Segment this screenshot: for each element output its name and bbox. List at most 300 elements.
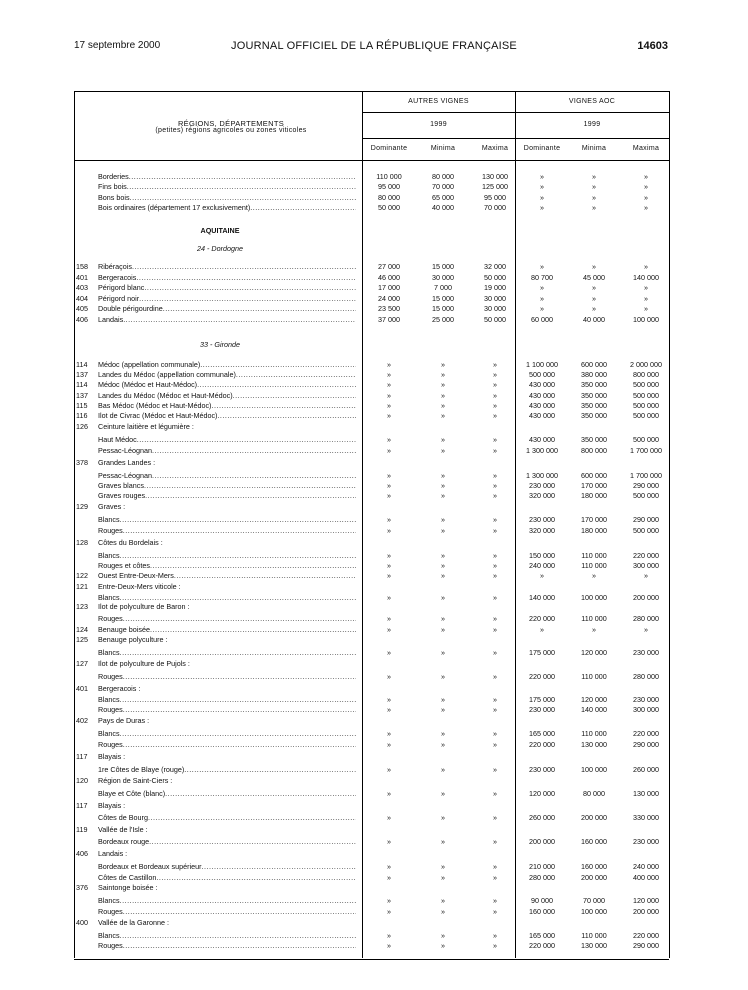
row-value: » xyxy=(387,491,391,500)
row-value: 130 000 xyxy=(633,789,659,798)
row-value: » xyxy=(387,571,391,580)
row-code: 115 xyxy=(76,401,88,410)
row-value: » xyxy=(441,873,445,882)
row-label xyxy=(98,728,356,739)
row-label xyxy=(100,243,340,254)
row-value: » xyxy=(540,262,544,271)
row-value: » xyxy=(387,705,391,714)
row-value: 1 700 000 xyxy=(630,471,662,480)
row-value: 240 000 xyxy=(529,561,555,570)
row-value: » xyxy=(387,380,391,389)
row-label-text: Rouges xyxy=(98,526,123,535)
row-value: » xyxy=(592,193,596,202)
row-value: 180 000 xyxy=(581,491,607,500)
row-label-text: Blancs xyxy=(98,551,120,560)
table-row xyxy=(0,601,748,612)
table-row xyxy=(0,314,748,325)
row-value: 50 000 xyxy=(484,273,506,282)
row-value: » xyxy=(387,672,391,681)
row-value: » xyxy=(387,370,391,379)
row-label-text: Haut Médoc xyxy=(98,435,137,444)
row-value: 50 000 xyxy=(378,203,400,212)
row-label-text: Ceinture laitière et légumière : xyxy=(98,422,194,431)
row-value: 500 000 xyxy=(633,380,659,389)
row-value: 1 700 000 xyxy=(630,446,662,455)
row-value: » xyxy=(387,435,391,444)
row-value: 80 000 xyxy=(583,789,605,798)
row-value: » xyxy=(387,593,391,602)
row-value: 65 000 xyxy=(432,193,454,202)
row-value: » xyxy=(441,765,445,774)
row-value: » xyxy=(592,571,596,580)
row-value: » xyxy=(592,172,596,181)
row-value: » xyxy=(387,391,391,400)
row-value: 30 000 xyxy=(484,294,506,303)
row-value: 290 000 xyxy=(633,941,659,950)
row-value: 170 000 xyxy=(581,515,607,524)
row-value: » xyxy=(441,491,445,500)
row-value: » xyxy=(493,551,497,560)
row-value: » xyxy=(644,304,648,313)
row-value: 110 000 xyxy=(376,172,402,181)
row-value: » xyxy=(592,182,596,191)
row-label-text: Rouges xyxy=(98,705,123,714)
row-value: 1 300 000 xyxy=(526,446,558,455)
row-label-text: Saintonge boisée : xyxy=(98,883,158,892)
row-value: » xyxy=(387,873,391,882)
row-code: 404 xyxy=(76,294,88,303)
row-value: » xyxy=(441,862,445,871)
row-label-text: 24 - Dordogne xyxy=(197,244,243,253)
col-header-minima-aoc: Minima xyxy=(581,145,607,152)
row-value: 170 000 xyxy=(581,481,607,490)
row-label-text: Bas Médoc (Médoc et Haut-Médoc) xyxy=(98,401,212,410)
row-label-text: Rouges xyxy=(98,941,123,950)
row-value: » xyxy=(387,765,391,774)
row-value: 430 000 xyxy=(529,401,555,410)
row-value: 200 000 xyxy=(581,813,607,822)
row-value: 2 000 000 xyxy=(630,360,662,369)
table-row xyxy=(0,647,748,658)
row-code: 406 xyxy=(76,315,88,324)
row-label-text: Bons bois xyxy=(98,193,130,202)
row-label-text: Graves : xyxy=(98,502,126,511)
table-row xyxy=(0,490,748,501)
table-row xyxy=(0,775,748,786)
row-value: 70 000 xyxy=(484,203,506,212)
row-label-text: Fins bois xyxy=(98,182,127,191)
row-value: » xyxy=(493,862,497,871)
row-value: 280 000 xyxy=(529,873,555,882)
table-row xyxy=(0,917,748,928)
row-label xyxy=(98,715,356,726)
row-value: » xyxy=(387,471,391,480)
row-value: » xyxy=(387,526,391,535)
row-code: 401 xyxy=(76,273,88,282)
row-value: 350 000 xyxy=(581,411,607,420)
row-label-text: Bordeaux rouge xyxy=(98,837,150,846)
row-value: » xyxy=(493,491,497,500)
row-value: » xyxy=(540,625,544,634)
row-label-text: Région de Saint-Ciers : xyxy=(98,776,173,785)
row-value: 500 000 xyxy=(633,435,659,444)
row-label xyxy=(98,882,356,893)
row-code: 378 xyxy=(76,458,88,467)
table-row xyxy=(0,882,748,893)
row-value: 300 000 xyxy=(633,561,659,570)
row-value: » xyxy=(387,481,391,490)
row-label-text: Médoc (appellation communale) xyxy=(98,360,201,369)
row-value: 15 000 xyxy=(432,294,454,303)
table-row xyxy=(0,895,748,906)
row-label xyxy=(98,848,356,859)
row-value: » xyxy=(644,262,648,271)
row-value: 260 000 xyxy=(529,813,555,822)
row-value: 50 000 xyxy=(484,315,506,324)
row-value: 350 000 xyxy=(581,435,607,444)
row-value: » xyxy=(493,515,497,524)
row-value: » xyxy=(441,837,445,846)
row-label-text: Ilot de polyculture de Pujols : xyxy=(98,659,190,668)
row-code: 123 xyxy=(76,602,88,611)
row-value: » xyxy=(387,551,391,560)
row-value: 240 000 xyxy=(633,862,659,871)
row-value: 230 000 xyxy=(633,695,659,704)
row-code: 405 xyxy=(76,304,88,313)
row-value: » xyxy=(441,648,445,657)
row-value: » xyxy=(493,941,497,950)
row-value: 70 000 xyxy=(432,182,454,191)
table-row xyxy=(0,445,748,456)
row-value: » xyxy=(441,561,445,570)
row-value: 1 100 000 xyxy=(526,360,558,369)
row-code: 403 xyxy=(76,283,88,292)
row-value: 800 000 xyxy=(581,446,607,455)
row-label xyxy=(98,634,356,645)
row-label-text: Pessac-Léognan xyxy=(98,471,152,480)
row-value: 230 000 xyxy=(529,765,555,774)
row-value: 290 000 xyxy=(633,515,659,524)
row-label-text: Bois ordinaires (département 17 exclusivement) xyxy=(98,203,251,212)
row-value: » xyxy=(387,931,391,940)
row-value: » xyxy=(644,182,648,191)
row-value: 90 000 xyxy=(531,896,553,905)
row-value: 140 000 xyxy=(633,273,659,282)
row-value: » xyxy=(441,672,445,681)
col-header-minima: Minima xyxy=(430,145,456,152)
row-value: 210 000 xyxy=(529,862,555,871)
row-value: 100 000 xyxy=(581,593,607,602)
regions-subheader: (petites) régions agricoles ou zones viticoles xyxy=(155,127,307,134)
row-value: » xyxy=(441,391,445,400)
row-value: » xyxy=(644,294,648,303)
row-label-text: Blancs xyxy=(98,593,120,602)
row-value: » xyxy=(493,593,497,602)
row-value: » xyxy=(493,411,497,420)
table-row xyxy=(0,848,748,859)
row-value: 160 000 xyxy=(529,907,555,916)
row-label xyxy=(100,225,340,236)
table-row xyxy=(0,202,748,213)
row-value: » xyxy=(441,411,445,420)
row-value: » xyxy=(493,380,497,389)
row-value: » xyxy=(493,813,497,822)
table-row xyxy=(0,421,748,432)
row-label-text: Vallée de l'Isle : xyxy=(98,825,148,834)
row-value: 260 000 xyxy=(633,765,659,774)
row-value: 1 300 000 xyxy=(526,471,558,480)
row-label-text: Côtes de Bourg xyxy=(98,813,148,822)
row-value: » xyxy=(441,740,445,749)
row-value: 130 000 xyxy=(482,172,508,181)
row-value: » xyxy=(387,813,391,822)
row-value: » xyxy=(540,294,544,303)
table-row xyxy=(0,824,748,835)
row-value: 120 000 xyxy=(581,648,607,657)
group-header-autres-vignes: AUTRES VIGNES xyxy=(408,98,469,105)
row-label xyxy=(98,410,356,421)
table-row xyxy=(0,581,748,592)
row-value: 80 700 xyxy=(531,273,553,282)
row-value: » xyxy=(387,446,391,455)
row-value: » xyxy=(441,446,445,455)
row-value: 110 000 xyxy=(581,551,607,560)
year-header: 1999 xyxy=(583,121,601,128)
year-header: 1999 xyxy=(430,121,447,128)
table-row xyxy=(0,501,748,512)
row-value: » xyxy=(493,481,497,490)
table-row xyxy=(0,861,748,872)
row-value: » xyxy=(387,625,391,634)
row-value: » xyxy=(493,789,497,798)
row-value: » xyxy=(493,907,497,916)
row-label-text: Landes du Médoc (Médoc et Haut-Médoc) xyxy=(98,391,233,400)
row-value: » xyxy=(441,551,445,560)
row-value: 60 000 xyxy=(531,315,553,324)
row-label-text: Rouges xyxy=(98,614,123,623)
row-value: 110 000 xyxy=(581,729,607,738)
row-value: 165 000 xyxy=(529,729,555,738)
row-label xyxy=(98,671,356,682)
table-row xyxy=(0,728,748,739)
row-code: 121 xyxy=(76,582,88,591)
row-label-text: Benauge polyculture : xyxy=(98,635,168,644)
row-value: 500 000 xyxy=(633,411,659,420)
row-code: 117 xyxy=(76,801,88,810)
row-label-text: Blayais : xyxy=(98,752,126,761)
row-value: » xyxy=(540,193,544,202)
row-value: 110 000 xyxy=(581,672,607,681)
row-value: 160 000 xyxy=(581,862,607,871)
row-value: » xyxy=(441,705,445,714)
table-row xyxy=(0,514,748,525)
row-label-text: Entre-Deux-Mers viticole : xyxy=(98,582,181,591)
row-code: 401 xyxy=(76,684,88,693)
row-value: 230 000 xyxy=(633,648,659,657)
row-value: 220 000 xyxy=(529,941,555,950)
row-code: 125 xyxy=(76,635,88,644)
row-value: 120 000 xyxy=(529,789,555,798)
row-value: 80 000 xyxy=(378,193,400,202)
row-value: 15 000 xyxy=(432,262,454,271)
row-label xyxy=(98,940,356,951)
row-value: » xyxy=(493,740,497,749)
row-value: » xyxy=(592,283,596,292)
row-value: 165 000 xyxy=(529,931,555,940)
row-value: 230 000 xyxy=(529,481,555,490)
header-rule xyxy=(74,160,669,161)
row-value: » xyxy=(387,837,391,846)
row-value: 24 000 xyxy=(378,294,400,303)
row-value: » xyxy=(644,203,648,212)
row-code: 406 xyxy=(76,849,88,858)
row-label xyxy=(98,490,356,501)
row-label xyxy=(98,537,356,548)
row-value: 25 000 xyxy=(432,315,454,324)
row-value: 120 000 xyxy=(581,695,607,704)
row-value: 350 000 xyxy=(581,401,607,410)
table-row xyxy=(0,704,748,715)
row-value: » xyxy=(387,896,391,905)
row-value: » xyxy=(493,471,497,480)
row-label xyxy=(98,303,356,314)
row-label-text: Rouges xyxy=(98,740,123,749)
row-value: » xyxy=(493,672,497,681)
table-row xyxy=(0,715,748,726)
row-value: » xyxy=(387,648,391,657)
row-value: » xyxy=(441,571,445,580)
row-value: » xyxy=(387,729,391,738)
table-row xyxy=(0,764,748,775)
page-number: 14603 xyxy=(637,40,668,52)
row-value: 430 000 xyxy=(529,391,555,400)
row-value: » xyxy=(441,931,445,940)
row-label xyxy=(98,282,356,293)
row-value: 37 000 xyxy=(378,315,400,324)
row-label xyxy=(98,613,356,624)
row-value: » xyxy=(493,896,497,905)
row-label-text: Benauge boisée xyxy=(98,625,150,634)
table-row xyxy=(0,788,748,799)
row-value: 80 000 xyxy=(432,172,454,181)
row-code: 126 xyxy=(76,422,88,431)
row-value: 220 000 xyxy=(633,729,659,738)
row-code: 376 xyxy=(76,883,88,892)
row-label-text: Ilot de Civrac (Médoc et Haut-Médoc) xyxy=(98,411,218,420)
table-row xyxy=(0,906,748,917)
row-value: 19 000 xyxy=(484,283,506,292)
row-label xyxy=(98,775,356,786)
row-label-text: Double périgourdine xyxy=(98,304,163,313)
row-value: » xyxy=(387,360,391,369)
row-label-text: Blancs xyxy=(98,515,120,524)
row-value: » xyxy=(387,789,391,798)
table-row xyxy=(0,225,748,236)
row-value: » xyxy=(493,614,497,623)
row-label xyxy=(98,501,356,512)
header-rule xyxy=(362,112,669,113)
row-value: 500 000 xyxy=(633,391,659,400)
row-label xyxy=(98,525,356,536)
row-value: » xyxy=(387,561,391,570)
row-value: » xyxy=(592,203,596,212)
row-value: 500 000 xyxy=(633,526,659,535)
row-value: 220 000 xyxy=(529,740,555,749)
row-label xyxy=(98,202,356,213)
row-value: » xyxy=(493,526,497,535)
row-label-text: Blancs xyxy=(98,931,120,940)
table-row xyxy=(0,434,748,445)
row-label-text: Blaye et Côte (blanc) xyxy=(98,789,166,798)
row-value: 230 000 xyxy=(529,705,555,714)
row-value: 350 000 xyxy=(581,380,607,389)
row-value: » xyxy=(540,172,544,181)
row-value: 600 000 xyxy=(581,360,607,369)
row-label-text: Pays de Duras : xyxy=(98,716,150,725)
row-code: 129 xyxy=(76,502,88,511)
row-label xyxy=(98,739,356,750)
page-date: 17 septembre 2000 xyxy=(74,40,161,51)
row-label xyxy=(98,379,356,390)
row-value: 175 000 xyxy=(529,695,555,704)
row-value: 30 000 xyxy=(432,273,454,282)
row-label xyxy=(98,836,356,847)
row-value: » xyxy=(644,172,648,181)
row-label xyxy=(98,314,356,325)
row-value: » xyxy=(387,740,391,749)
row-value: » xyxy=(644,625,648,634)
row-label-text: Blancs xyxy=(98,896,120,905)
row-value: » xyxy=(441,896,445,905)
row-value: 175 000 xyxy=(529,648,555,657)
row-label-text: Grandes Landes : xyxy=(98,458,156,467)
row-code: 117 xyxy=(76,752,88,761)
row-value: » xyxy=(493,837,497,846)
row-value: 500 000 xyxy=(633,401,659,410)
row-label xyxy=(98,581,356,592)
table-row xyxy=(0,751,748,762)
row-value: » xyxy=(493,446,497,455)
row-label xyxy=(98,434,356,445)
row-code: 400 xyxy=(76,918,88,927)
row-label xyxy=(98,895,356,906)
table-row xyxy=(0,671,748,682)
row-label xyxy=(98,570,356,581)
row-value: 110 000 xyxy=(581,561,607,570)
row-code: 128 xyxy=(76,538,88,547)
table-row xyxy=(0,282,748,293)
row-code: 127 xyxy=(76,659,88,668)
row-label xyxy=(98,514,356,525)
row-label-text: Bordeaux et Bordeaux supérieur xyxy=(98,862,202,871)
row-value: » xyxy=(592,304,596,313)
row-label-text: Blancs xyxy=(98,729,120,738)
row-label-text: Côtes du Bordelais : xyxy=(98,538,163,547)
row-value: » xyxy=(592,262,596,271)
row-value: » xyxy=(387,614,391,623)
table-row xyxy=(0,836,748,847)
row-label xyxy=(98,658,356,669)
row-value: 320 000 xyxy=(529,526,555,535)
row-value: 23 500 xyxy=(378,304,400,313)
row-value: 140 000 xyxy=(581,705,607,714)
row-label xyxy=(98,457,356,468)
col-header-maxima: Maxima xyxy=(481,145,509,152)
row-value: 95 000 xyxy=(484,193,506,202)
row-label-text: Ribéraçois xyxy=(98,262,132,271)
row-value: 40 000 xyxy=(432,203,454,212)
row-value: » xyxy=(441,813,445,822)
